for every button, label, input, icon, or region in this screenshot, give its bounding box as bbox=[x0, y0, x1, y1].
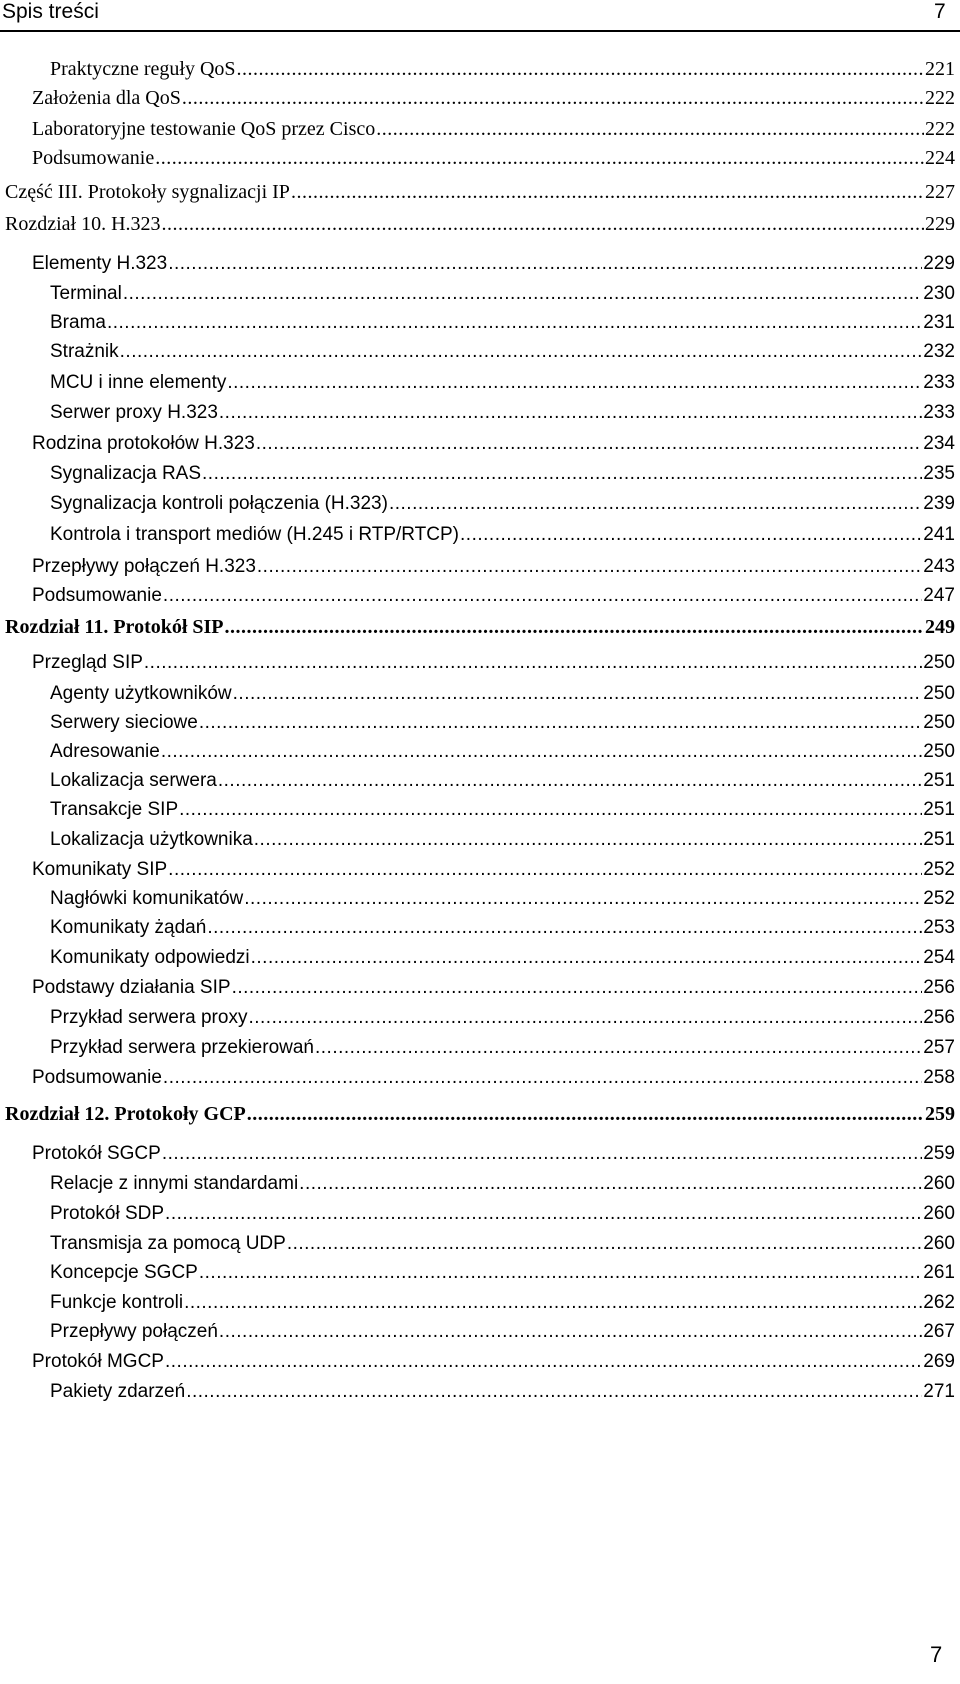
toc-entry-label: Elementy H.323 bbox=[32, 253, 168, 274]
toc-entry-page: 243 bbox=[923, 556, 955, 577]
dot-leader bbox=[291, 178, 924, 206]
toc-entry-label: Serwer proxy H.323 bbox=[50, 402, 218, 423]
toc-entry-label: Transmisja za pomocą UDP bbox=[50, 1233, 286, 1254]
toc-entry-page: 229 bbox=[923, 253, 955, 274]
toc-entry-label: Lokalizacja użytkownika bbox=[50, 829, 253, 850]
toc-entry[interactable] bbox=[32, 1064, 955, 1092]
dot-leader bbox=[182, 84, 924, 112]
toc-entry-label: Protokół SGCP bbox=[32, 1143, 161, 1164]
toc-entry-label: Rozdział 10. H.323 bbox=[5, 213, 161, 235]
toc-entry[interactable] bbox=[50, 1378, 955, 1406]
header-title: Spis treści bbox=[2, 0, 99, 23]
toc-entry-label: Część III. Protokoły sygnalizacji IP bbox=[5, 181, 290, 203]
toc-entry[interactable] bbox=[32, 430, 955, 458]
toc-entry[interactable] bbox=[50, 680, 955, 708]
toc-entry-label: Podsumowanie bbox=[32, 147, 155, 169]
dot-leader bbox=[162, 1140, 922, 1168]
toc-entry-page: 247 bbox=[923, 585, 955, 606]
toc-entry-label: Relacje z innymi standardami bbox=[50, 1173, 299, 1194]
dot-leader bbox=[287, 1230, 922, 1258]
toc-entry-page: 239 bbox=[923, 493, 955, 514]
toc-entry-label: MCU i inne elementy bbox=[50, 372, 227, 393]
dot-leader bbox=[218, 767, 922, 795]
dot-leader bbox=[257, 553, 922, 581]
toc-entry-page: 250 bbox=[923, 712, 955, 733]
toc-entry[interactable] bbox=[5, 613, 955, 641]
toc-entry-label: Przykład serwera przekierowań bbox=[50, 1037, 314, 1058]
toc-entry-label: Przykład serwera proxy bbox=[50, 1007, 248, 1028]
dot-leader bbox=[233, 680, 923, 708]
toc-entry-label: Sygnalizacja RAS bbox=[50, 463, 202, 484]
toc-entry-page: 252 bbox=[923, 859, 955, 880]
toc-entry-label: Przepływy połączeń H.323 bbox=[32, 556, 256, 577]
toc-entry[interactable] bbox=[50, 490, 955, 518]
toc-entry-page: 227 bbox=[925, 181, 955, 203]
toc-entry-page: 256 bbox=[923, 977, 955, 998]
toc-entry-page: 222 bbox=[925, 118, 955, 140]
toc-entry-label: Podsumowanie bbox=[32, 1067, 162, 1088]
toc-entry[interactable] bbox=[50, 709, 955, 737]
dot-leader bbox=[165, 1348, 922, 1376]
toc-entry[interactable] bbox=[50, 460, 955, 488]
toc-entry-page: 267 bbox=[923, 1321, 955, 1342]
toc-entry[interactable] bbox=[50, 521, 955, 549]
dot-leader bbox=[247, 1100, 924, 1128]
dot-leader bbox=[244, 885, 922, 913]
toc-entry-page: 251 bbox=[923, 799, 955, 820]
toc-entry[interactable] bbox=[32, 84, 955, 112]
toc-entry-page: 251 bbox=[923, 770, 955, 791]
toc-entry-page: 260 bbox=[923, 1233, 955, 1254]
toc-entry[interactable] bbox=[32, 144, 955, 172]
toc-entry-page: 230 bbox=[923, 283, 955, 304]
dot-leader bbox=[248, 1004, 922, 1032]
dot-leader bbox=[460, 521, 922, 549]
toc-entry-page: 261 bbox=[923, 1262, 955, 1283]
toc-entry-label: Komunikaty SIP bbox=[32, 859, 168, 880]
dot-leader bbox=[237, 55, 924, 83]
toc-entry-label: Komunikaty żądań bbox=[50, 917, 207, 938]
dot-leader bbox=[256, 430, 922, 458]
toc-entry-page: 251 bbox=[923, 829, 955, 850]
toc-entry-page: 260 bbox=[923, 1203, 955, 1224]
dot-leader bbox=[199, 709, 922, 737]
toc-entry-page: 231 bbox=[923, 312, 955, 333]
dot-leader bbox=[123, 280, 922, 308]
toc-entry[interactable] bbox=[50, 1289, 955, 1317]
toc-entry-label: Terminal bbox=[50, 283, 122, 304]
toc-entry[interactable] bbox=[50, 1318, 955, 1346]
dot-leader bbox=[168, 856, 922, 884]
toc-entry-label: Transakcje SIP bbox=[50, 799, 179, 820]
toc-entry-label: Przepływy połączeń bbox=[50, 1321, 218, 1342]
toc-entry[interactable] bbox=[50, 399, 955, 427]
toc-entry-page: 258 bbox=[923, 1067, 955, 1088]
toc-entry[interactable] bbox=[50, 944, 955, 972]
toc-entry[interactable] bbox=[50, 369, 955, 397]
dot-leader bbox=[163, 582, 922, 610]
toc-entry[interactable] bbox=[32, 553, 955, 581]
toc-entry[interactable] bbox=[50, 826, 955, 854]
toc-entry-page: 235 bbox=[923, 463, 955, 484]
toc-entry[interactable] bbox=[50, 280, 955, 308]
toc-entry[interactable] bbox=[32, 250, 955, 278]
toc-entry-page: 233 bbox=[923, 402, 955, 423]
toc-entry-page: 250 bbox=[923, 683, 955, 704]
toc-entry-page: 260 bbox=[923, 1173, 955, 1194]
toc-entry[interactable] bbox=[50, 796, 955, 824]
toc-entry-page: 252 bbox=[923, 888, 955, 909]
toc-entry-label: Strażnik bbox=[50, 341, 119, 362]
toc-entry-label: Protokół SDP bbox=[50, 1203, 165, 1224]
toc-entry-label: Rozdział 12. Protokoły GCP bbox=[5, 1103, 246, 1125]
dot-leader bbox=[202, 460, 922, 488]
dot-leader bbox=[184, 1289, 922, 1317]
toc-entry[interactable] bbox=[5, 178, 955, 206]
toc-entry-page: 254 bbox=[923, 947, 955, 968]
toc-entry[interactable] bbox=[32, 856, 955, 884]
toc-entry-label: Przegląd SIP bbox=[32, 652, 143, 673]
toc-entry-page: 253 bbox=[923, 917, 955, 938]
dot-leader bbox=[219, 399, 922, 427]
dot-leader bbox=[299, 1170, 922, 1198]
toc-entry-label: Protokół MGCP bbox=[32, 1351, 164, 1372]
toc-entry-label: Podstawy działania SIP bbox=[32, 977, 231, 998]
toc-entry-page: 249 bbox=[925, 616, 955, 638]
toc-entry-page: 259 bbox=[925, 1103, 955, 1125]
toc-entry-label: Pakiety zdarzeń bbox=[50, 1381, 186, 1402]
toc-entry-page: 234 bbox=[923, 433, 955, 454]
toc-entry-page: 250 bbox=[923, 652, 955, 673]
dot-leader bbox=[199, 1259, 922, 1287]
toc-entry-label: Rodzina protokołów H.323 bbox=[32, 433, 255, 454]
toc-entry-label: Praktyczne reguły QoS bbox=[50, 58, 236, 80]
dot-leader bbox=[219, 1318, 922, 1346]
toc-entry-label: Adresowanie bbox=[50, 741, 160, 762]
toc-entry-label: Kontrola i transport mediów (H.245 i RTP/RTCP) bbox=[50, 524, 460, 545]
toc-entry[interactable] bbox=[32, 115, 955, 143]
dot-leader bbox=[389, 490, 922, 518]
toc-entry-page: 233 bbox=[923, 372, 955, 393]
toc-entry-page: 232 bbox=[923, 341, 955, 362]
toc-entry[interactable] bbox=[50, 338, 955, 366]
toc-entry[interactable] bbox=[32, 582, 955, 610]
dot-leader bbox=[251, 944, 923, 972]
toc-entry-label: Laboratoryjne testowanie QoS przez Cisco bbox=[32, 118, 376, 140]
toc-entry[interactable] bbox=[32, 1348, 955, 1376]
dot-leader bbox=[162, 210, 924, 238]
toc-entry[interactable] bbox=[5, 1100, 955, 1128]
toc-entry-page: 256 bbox=[923, 1007, 955, 1028]
toc-entry[interactable] bbox=[32, 649, 955, 677]
dot-leader bbox=[315, 1034, 922, 1062]
toc-entry[interactable] bbox=[50, 1034, 955, 1062]
toc-entry-label: Brama bbox=[50, 312, 106, 333]
toc-entry-label: Rozdział 11. Protokół SIP bbox=[5, 616, 224, 638]
toc-entry-label: Podsumowanie bbox=[32, 585, 162, 606]
toc-entry[interactable] bbox=[32, 1140, 955, 1168]
toc-entry-page: 241 bbox=[923, 524, 955, 545]
toc-entry-page: 259 bbox=[923, 1143, 955, 1164]
toc-entry-page: 250 bbox=[923, 741, 955, 762]
dot-leader bbox=[163, 1064, 922, 1092]
toc-entry[interactable] bbox=[50, 914, 955, 942]
toc-entry-page: 262 bbox=[923, 1292, 955, 1313]
toc-entry-page: 257 bbox=[923, 1037, 955, 1058]
toc-entry-label: Funkcje kontroli bbox=[50, 1292, 184, 1313]
footer-page-number: 7 bbox=[930, 1642, 943, 1667]
dot-leader bbox=[207, 914, 922, 942]
toc-entry-label: Koncepcje SGCP bbox=[50, 1262, 198, 1283]
dot-leader bbox=[155, 144, 924, 172]
dot-leader bbox=[186, 1378, 922, 1406]
dot-leader bbox=[168, 250, 922, 278]
dot-leader bbox=[232, 974, 923, 1002]
toc-entry-label: Serwery sieciowe bbox=[50, 712, 198, 733]
dot-leader bbox=[144, 649, 922, 677]
dot-leader bbox=[225, 613, 924, 641]
dot-leader bbox=[120, 338, 923, 366]
toc-entry-page: 222 bbox=[925, 87, 955, 109]
toc-entry[interactable] bbox=[50, 1259, 955, 1287]
toc-entry-page: 224 bbox=[925, 147, 955, 169]
toc-entry-page: 229 bbox=[925, 213, 955, 235]
header-page-number: 7 bbox=[934, 0, 946, 23]
dot-leader bbox=[227, 369, 922, 397]
toc-entry-label: Sygnalizacja kontroli połączenia (H.323) bbox=[50, 493, 388, 514]
toc-entry-label: Nagłówki komunikatów bbox=[50, 888, 244, 909]
toc-entry[interactable] bbox=[5, 210, 955, 238]
toc-entry-label: Lokalizacja serwera bbox=[50, 770, 217, 791]
toc-entry[interactable] bbox=[50, 55, 955, 83]
toc-entry-label: Komunikaty odpowiedzi bbox=[50, 947, 250, 968]
dot-leader bbox=[179, 796, 922, 824]
toc-entry[interactable] bbox=[50, 1170, 955, 1198]
toc-entry[interactable] bbox=[50, 1230, 955, 1258]
toc-entry[interactable] bbox=[50, 1004, 955, 1032]
dot-leader bbox=[376, 115, 924, 143]
dot-leader bbox=[254, 826, 923, 854]
dot-leader bbox=[107, 309, 922, 337]
toc-entry[interactable] bbox=[32, 974, 955, 1002]
toc-entry-page: 221 bbox=[925, 58, 955, 80]
toc-entry-label: Agenty użytkowników bbox=[50, 683, 232, 704]
toc-entry[interactable] bbox=[50, 1200, 955, 1228]
dot-leader bbox=[165, 1200, 922, 1228]
dot-leader bbox=[161, 738, 922, 766]
toc-entry-page: 269 bbox=[923, 1351, 955, 1372]
toc-entry[interactable] bbox=[50, 885, 955, 913]
toc-entry[interactable] bbox=[50, 309, 955, 337]
toc-entry[interactable] bbox=[50, 738, 955, 766]
toc-entry-label: Założenia dla QoS bbox=[32, 87, 181, 109]
toc-entry-page: 271 bbox=[923, 1381, 955, 1402]
toc-entry[interactable] bbox=[50, 767, 955, 795]
